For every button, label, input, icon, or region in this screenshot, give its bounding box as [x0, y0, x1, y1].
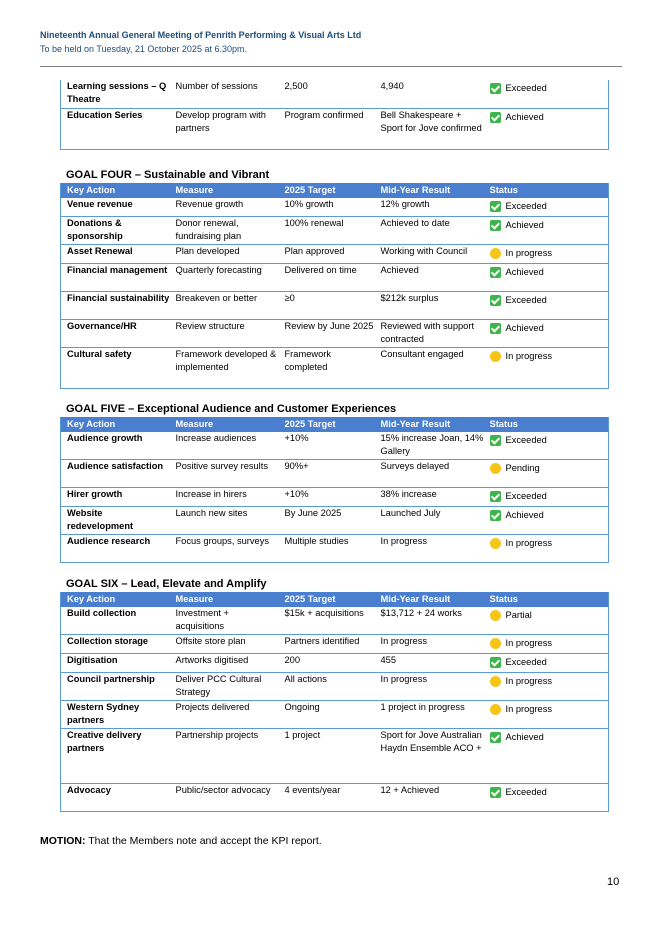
key-action-cell: Audience research	[61, 535, 170, 563]
table-row	[61, 460, 609, 488]
status-cell	[484, 607, 609, 635]
status-cell	[484, 348, 609, 389]
result-cell: $212k surplus	[375, 292, 484, 320]
column-header: 2025 Target	[279, 417, 375, 432]
target-cell: 2,500	[279, 80, 375, 108]
column-header: Mid-Year Result	[375, 417, 484, 432]
table-row	[61, 507, 609, 535]
key-action-cell: Council partnership	[61, 673, 170, 701]
status-label: Achieved	[505, 267, 544, 277]
table-row	[61, 635, 609, 654]
target-cell: Partners identified	[279, 635, 375, 654]
measure-cell: Quarterly forecasting	[170, 264, 279, 292]
measure-cell: Positive survey results	[170, 460, 279, 488]
green-check-icon	[490, 787, 501, 798]
status-label: Exceeded	[505, 491, 547, 501]
column-header: Status	[484, 592, 609, 607]
status-label: Achieved	[505, 111, 544, 122]
key-action-cell: Website redevelopment	[61, 507, 170, 535]
table-row	[61, 654, 609, 673]
table-row	[61, 729, 609, 784]
key-action-cell: Cultural safety	[61, 348, 170, 389]
table-header-row	[61, 183, 609, 198]
goal-four-table	[60, 183, 609, 389]
green-check-icon	[490, 510, 501, 521]
target-cell: ≥0	[279, 292, 375, 320]
column-header: Key Action	[61, 183, 170, 198]
column-header: Status	[484, 183, 609, 198]
status-cell	[484, 535, 609, 563]
result-cell: Launched July	[375, 507, 484, 535]
target-cell: 100% renewal	[279, 217, 375, 245]
target-cell: 4 events/year	[279, 784, 375, 812]
status-label: In progress	[505, 351, 553, 361]
status-label: Exceeded	[505, 787, 547, 797]
measure-cell: Increase audiences	[170, 432, 279, 460]
goal-five-table	[60, 417, 609, 563]
status-label: Achieved	[505, 220, 544, 230]
result-cell: $13,712 + 24 works	[375, 607, 484, 635]
table-row	[61, 264, 609, 292]
key-action-cell: Audience growth	[61, 432, 170, 460]
key-action-cell: Western Sydney partners	[61, 701, 170, 729]
table-row	[61, 292, 609, 320]
table-row	[61, 607, 609, 635]
status-label: Exceeded	[505, 657, 547, 667]
measure-cell: Framework developed & implemented	[170, 348, 279, 389]
key-action-cell: Digitisation	[61, 654, 170, 673]
measure-cell: Develop program with partners	[170, 108, 279, 149]
table-row	[61, 488, 609, 507]
result-cell: Achieved to date	[375, 217, 484, 245]
motion-text: That the Members note and accept the KPI report.	[85, 835, 322, 847]
target-cell: Delivered on time	[279, 264, 375, 292]
meeting-title: Nineteenth Annual General Meeting of Penrith Performing & Visual Arts Ltd	[40, 30, 362, 40]
measure-cell: Artworks digitised	[170, 654, 279, 673]
status-label: Exceeded	[505, 295, 547, 305]
measure-cell: Revenue growth	[170, 198, 279, 217]
result-cell: Working with Council	[375, 245, 484, 264]
yellow-circle-icon	[490, 248, 501, 259]
target-cell: 200	[279, 654, 375, 673]
result-cell: 12% growth	[375, 198, 484, 217]
table-row	[61, 80, 609, 108]
meeting-date: To be held on Tuesday, 21 October 2025 at 6.30pm.	[40, 44, 247, 54]
column-header: 2025 Target	[279, 592, 375, 607]
measure-cell: Number of sessions	[170, 80, 279, 108]
status-label: Pending	[505, 463, 540, 473]
column-header: Measure	[170, 183, 279, 198]
green-check-icon	[490, 220, 501, 231]
status-cell	[484, 635, 609, 654]
result-cell: Sport for Jove Australian Haydn Ensemble ACO +	[375, 729, 484, 784]
table-row	[61, 432, 609, 460]
status-cell	[484, 292, 609, 320]
result-cell: Consultant engaged	[375, 348, 484, 389]
table-row	[61, 108, 609, 149]
table-header-row	[61, 592, 609, 607]
measure-cell: Investment + acquisitions	[170, 607, 279, 635]
status-cell	[484, 80, 609, 108]
status-label: Partial	[505, 610, 532, 620]
yellow-circle-icon	[490, 610, 501, 621]
green-check-icon	[490, 295, 501, 306]
target-cell: All actions	[279, 673, 375, 701]
target-cell: $15k + acquisitions	[279, 607, 375, 635]
status-cell	[484, 729, 609, 784]
status-label: In progress	[505, 538, 553, 548]
status-label: Exceeded	[505, 435, 547, 445]
table-header-row	[61, 417, 609, 432]
page-number: 10	[607, 876, 620, 888]
column-header: Mid-Year Result	[375, 183, 484, 198]
result-cell: 12 + Achieved	[375, 784, 484, 812]
status-cell	[484, 654, 609, 673]
yellow-circle-icon	[490, 538, 501, 549]
green-check-icon	[490, 435, 501, 446]
status-cell	[484, 245, 609, 264]
result-cell: Achieved	[375, 264, 484, 292]
target-cell: Ongoing	[279, 701, 375, 729]
measure-cell: Public/sector advocacy	[170, 784, 279, 812]
target-cell: Multiple studies	[279, 535, 375, 563]
target-cell: Review by June 2025	[279, 320, 375, 348]
measure-cell: Plan developed	[170, 245, 279, 264]
document-header	[40, 29, 620, 56]
status-cell	[484, 108, 609, 149]
status-cell	[484, 507, 609, 535]
table-row	[61, 348, 609, 389]
yellow-circle-icon	[490, 638, 501, 649]
green-check-icon	[490, 112, 501, 123]
result-cell: Reviewed with support contracted	[375, 320, 484, 348]
status-cell	[484, 264, 609, 292]
column-header: Measure	[170, 592, 279, 607]
result-cell: In progress	[375, 673, 484, 701]
target-cell: Framework completed	[279, 348, 375, 389]
key-action-cell: Advocacy	[61, 784, 170, 812]
key-action-cell: Hirer growth	[61, 488, 170, 507]
target-cell: 1 project	[279, 729, 375, 784]
key-action-cell: Financial sustainability	[61, 292, 170, 320]
green-check-icon	[490, 732, 501, 743]
status-cell	[484, 432, 609, 460]
status-label: Achieved	[505, 323, 544, 333]
status-cell	[484, 701, 609, 729]
goal-six-table	[60, 592, 609, 812]
header-divider	[40, 66, 622, 67]
key-action-cell: Creative delivery partners	[61, 729, 170, 784]
status-label: Exceeded	[505, 201, 547, 211]
result-cell: 4,940	[375, 80, 484, 108]
status-label: Achieved	[505, 732, 544, 742]
target-cell: +10%	[279, 488, 375, 507]
measure-cell: Projects delivered	[170, 701, 279, 729]
key-action-cell: Venue revenue	[61, 198, 170, 217]
status-cell	[484, 784, 609, 812]
measure-cell: Review structure	[170, 320, 279, 348]
status-cell	[484, 217, 609, 245]
result-cell: Surveys delayed	[375, 460, 484, 488]
goal-four-heading: GOAL FOUR – Sustainable and Vibrant	[66, 169, 270, 181]
measure-cell: Offsite store plan	[170, 635, 279, 654]
table-row	[61, 784, 609, 812]
yellow-circle-icon	[490, 676, 501, 687]
green-check-icon	[490, 323, 501, 334]
table-row	[61, 198, 609, 217]
table-row	[61, 320, 609, 348]
measure-cell: Deliver PCC Cultural Strategy	[170, 673, 279, 701]
key-action-cell: Build collection	[61, 607, 170, 635]
green-check-icon	[490, 657, 501, 668]
status-cell	[484, 673, 609, 701]
column-header: Mid-Year Result	[375, 592, 484, 607]
measure-cell: Breakeven or better	[170, 292, 279, 320]
green-check-icon	[490, 491, 501, 502]
measure-cell: Partnership projects	[170, 729, 279, 784]
yellow-circle-icon	[490, 704, 501, 715]
status-label: Exceeded	[505, 83, 547, 93]
result-cell: In progress	[375, 535, 484, 563]
status-label: In progress	[505, 676, 553, 686]
motion-label: MOTION:	[40, 835, 86, 847]
target-cell: +10%	[279, 432, 375, 460]
result-cell: In progress	[375, 635, 484, 654]
motion-statement	[40, 834, 322, 848]
status-cell	[484, 320, 609, 348]
status-label: In progress	[505, 248, 553, 258]
green-check-icon	[490, 83, 501, 94]
key-action-cell: Audience satisfaction	[61, 460, 170, 488]
column-header: 2025 Target	[279, 183, 375, 198]
status-label: Achieved	[505, 510, 544, 520]
target-cell: By June 2025	[279, 507, 375, 535]
table-row	[61, 673, 609, 701]
key-action-cell: Education Series	[61, 108, 170, 149]
status-label: In progress	[505, 704, 553, 714]
target-cell: 90%+	[279, 460, 375, 488]
key-action-cell: Collection storage	[61, 635, 170, 654]
key-action-cell: Asset Renewal	[61, 245, 170, 264]
status-label: In progress	[505, 638, 553, 648]
column-header: Key Action	[61, 592, 170, 607]
key-action-cell: Financial management	[61, 264, 170, 292]
target-cell: Plan approved	[279, 245, 375, 264]
table-row	[61, 245, 609, 264]
table-row	[61, 701, 609, 729]
green-check-icon	[490, 201, 501, 212]
key-action-cell: Learning sessions – Q Theatre	[61, 80, 170, 108]
measure-cell: Donor renewal, fundraising plan	[170, 217, 279, 245]
key-action-cell: Governance/HR	[61, 320, 170, 348]
result-cell: Bell Shakespeare + Sport for Jove confirmed	[375, 108, 484, 149]
target-cell: Program confirmed	[279, 108, 375, 149]
table-row	[61, 535, 609, 563]
result-cell: 38% increase	[375, 488, 484, 507]
table-row	[61, 217, 609, 245]
measure-cell: Focus groups, surveys	[170, 535, 279, 563]
result-cell: 15% increase Joan, 14% Gallery	[375, 432, 484, 460]
status-cell	[484, 488, 609, 507]
goal-six-heading: GOAL SIX – Lead, Elevate and Amplify	[66, 578, 267, 590]
measure-cell: Increase in hirers	[170, 488, 279, 507]
yellow-circle-icon	[490, 351, 501, 362]
target-cell: 10% growth	[279, 198, 375, 217]
goal-five-heading: GOAL FIVE – Exceptional Audience and Customer Experiences	[66, 403, 397, 415]
column-header: Status	[484, 417, 609, 432]
yellow-circle-icon	[490, 463, 501, 474]
measure-cell: Launch new sites	[170, 507, 279, 535]
key-action-cell: Donations & sponsorship	[61, 217, 170, 245]
goal-three-table	[60, 80, 609, 150]
result-cell: 455	[375, 654, 484, 673]
result-cell: 1 project in progress	[375, 701, 484, 729]
status-cell	[484, 198, 609, 217]
status-cell	[484, 460, 609, 488]
column-header: Key Action	[61, 417, 170, 432]
column-header: Measure	[170, 417, 279, 432]
green-check-icon	[490, 267, 501, 278]
